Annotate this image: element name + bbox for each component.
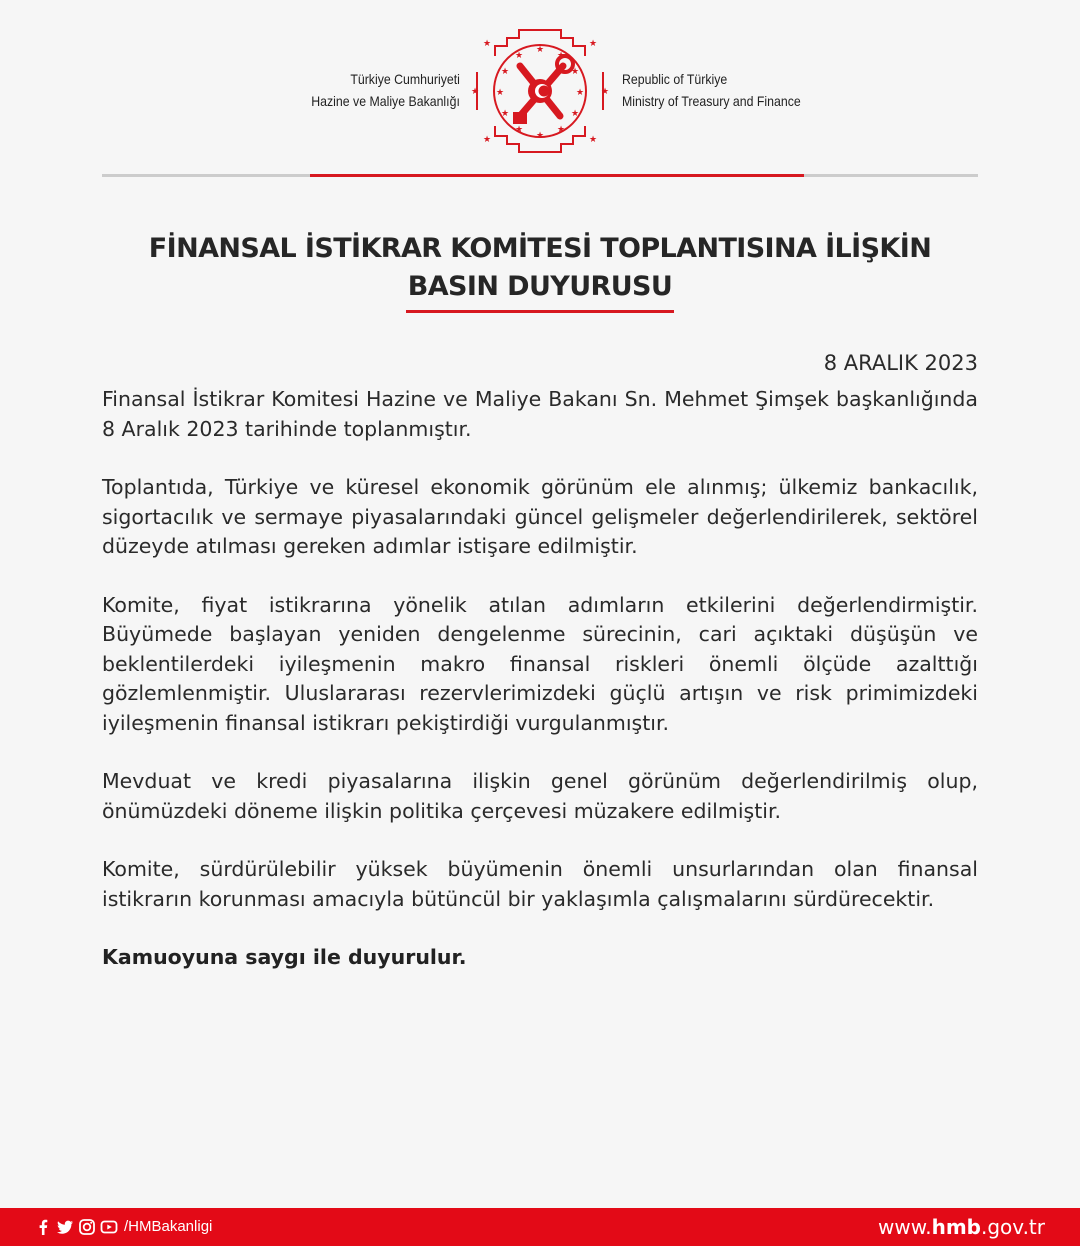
- title-line1: FİNANSAL İSTİKRAR KOMİTESİ TOPLANTISINA İLİŞKİN: [148, 233, 932, 264]
- svg-text:★: ★: [482, 135, 492, 145]
- announcement-date: 8 ARALIK 2023: [823, 351, 978, 375]
- svg-text:★: ★: [556, 125, 566, 135]
- instagram-icon[interactable]: [78, 1218, 96, 1236]
- ministry-seal-logo: [465, 16, 615, 166]
- body-paragraph: Finansal İstikrar Komitesi Hazine ve Maliye Bakanı Sn. Mehmet Şimşek başkanlığında 8 Aralık 2023 tarihinde toplanmıştır.: [102, 387, 978, 441]
- svg-text:★: ★: [556, 51, 566, 61]
- svg-text:★: ★: [514, 51, 524, 61]
- svg-text:★: ★: [570, 109, 580, 119]
- website-link[interactable]: [878, 1214, 1045, 1240]
- svg-text:★: ★: [575, 88, 585, 98]
- svg-text:★: ★: [588, 39, 598, 49]
- header-divider-left: [102, 174, 310, 177]
- svg-text:★: ★: [500, 67, 510, 77]
- body-paragraph: Komite, sürdürülebilir yüksek büyümenin önemli unsurlarından olan finansal istikrarın korunması amacıyla bütüncül bir yaklaşımla çalışmalarını sürdürecektir.: [102, 857, 978, 911]
- svg-text:★: ★: [535, 131, 545, 141]
- svg-text:★: ★: [588, 135, 598, 145]
- twitter-icon[interactable]: [56, 1218, 74, 1236]
- social-handle[interactable]: /HMBakanligi: [124, 1218, 213, 1235]
- body-paragraph: Komite, fiyat istikrarına yönelik atılan adımların etkilerini değerlendirmiştir. Büyümede başlayan yeniden dengelenme sürecinin, cari açıktaki düşüşün ve beklentilerdeki iyileşmenin makro finansal riskleri önemli ölçüde azalttığı gözlemlenmiştir. Uluslararası rezervlerimizdeki güçlü artışın ve risk primimizdeki iyileşmenin finansal istikrarı pekiştirdiği vurgulanmıştır.: [102, 592, 978, 735]
- website-prefix: www.: [878, 1215, 932, 1239]
- svg-text:★: ★: [514, 125, 524, 135]
- header-divider-accent: [310, 174, 804, 177]
- header-divider-right: [804, 174, 978, 177]
- svg-text:★: ★: [495, 88, 505, 98]
- ministry-name-english-line1: Republic of Türkiye: [622, 71, 728, 87]
- letterhead: [0, 0, 1080, 190]
- website-suffix: .gov.tr: [981, 1215, 1045, 1239]
- title-underline: [406, 310, 674, 313]
- ministry-name-turkish: [311, 68, 460, 112]
- title-line2: BASIN DUYURUSU: [407, 271, 673, 302]
- announcement-body: [102, 385, 978, 1002]
- svg-text:★: ★: [535, 45, 545, 55]
- website-domain: hmb: [931, 1215, 981, 1239]
- facebook-icon[interactable]: [34, 1218, 52, 1236]
- svg-text:★: ★: [570, 67, 580, 77]
- svg-text:★: ★: [600, 87, 610, 97]
- body-paragraph: Mevduat ve kredi piyasalarına ilişkin genel görünüm değerlendirilmiş olup, önümüzdeki döneme ilişkin politika çerçevesi müzakere edilmiştir.: [102, 769, 978, 823]
- ministry-name-english-line2: Ministry of Treasury and Finance: [622, 93, 801, 109]
- svg-text:★: ★: [482, 39, 492, 49]
- ministry-name-english: [622, 68, 801, 112]
- ministry-name-turkish-line1: Türkiye Cumhuriyeti: [350, 71, 460, 87]
- svg-text:★: ★: [500, 109, 510, 119]
- announcement-title: [102, 230, 978, 306]
- youtube-icon[interactable]: [100, 1218, 118, 1236]
- footer-bar: [0, 1208, 1080, 1246]
- closing-statement: Kamuoyuna saygı ile duyurulur.: [102, 945, 467, 969]
- svg-text:★: ★: [470, 87, 480, 97]
- body-paragraph: Toplantıda, Türkiye ve küresel ekonomik görünüm ele alınmış; ülkemiz bankacılık, sigortacılık ve sermaye piyasalarındaki güncel gelişmeler değerlendirilerek, sektörel düzeyde atılması gereken adımlar istişare edilmiştir.: [102, 475, 978, 558]
- ministry-name-turkish-line2: Hazine ve Maliye Bakanlığı: [311, 93, 460, 109]
- social-links: [34, 1217, 212, 1237]
